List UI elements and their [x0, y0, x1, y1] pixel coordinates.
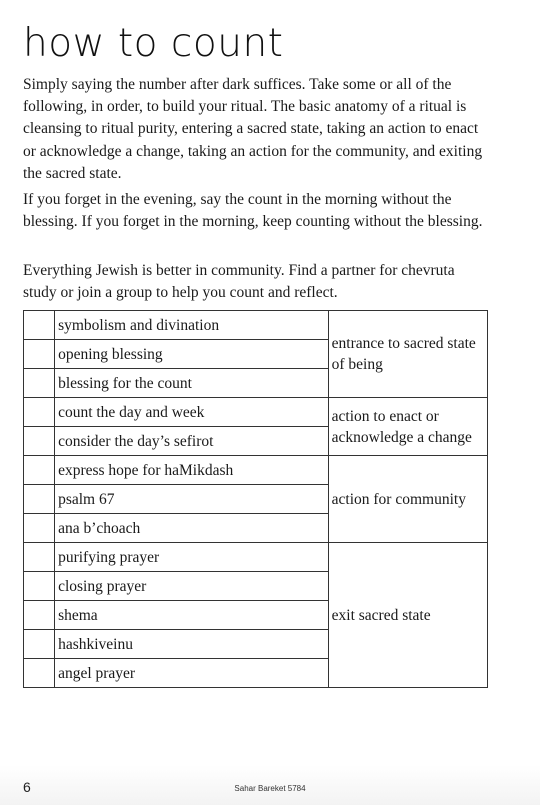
table-row	[24, 398, 488, 427]
step-cell: count the day and week	[55, 398, 329, 427]
step-number-cell	[24, 601, 55, 630]
forgetting-paragraph: If you forget in the evening, say the count in the morning without the blessing. If you forget in the morning, keep counting without the blessing.	[23, 191, 483, 231]
step-cell: consider the day’s sefirot	[55, 427, 329, 456]
phase-cell: entrance to sacred state of being	[328, 311, 487, 398]
step-number-cell	[24, 630, 55, 659]
phase-cell: action for community	[328, 456, 487, 543]
step-number-cell	[24, 485, 55, 514]
intro-paragraph: Simply saying the number after dark suffices. Take some or all of the following, in order, to build your ritual. The basic anatomy of a ritual is cleansing to ritual purity, entering a sacred state, taking an action to enact or acknowledge a change, taking an action for the community, and exiting the sacred state.	[23, 76, 483, 182]
step-number-cell	[24, 369, 55, 398]
page-number: 6	[23, 779, 31, 795]
table-row	[24, 311, 488, 340]
step-cell: purifying prayer	[55, 543, 329, 572]
step-cell: symbolism and divination	[55, 311, 329, 340]
phase-cell: exit sacred state	[328, 543, 487, 688]
step-number-cell	[24, 543, 55, 572]
table-row	[24, 543, 488, 572]
table-row	[24, 456, 488, 485]
step-number-cell	[24, 572, 55, 601]
step-number-cell	[24, 427, 55, 456]
ritual-steps-table	[23, 310, 488, 688]
step-number-cell	[24, 514, 55, 543]
step-number-cell	[24, 456, 55, 485]
step-number-cell	[24, 398, 55, 427]
step-number-cell	[24, 311, 55, 340]
step-cell: opening blessing	[55, 340, 329, 369]
step-cell: psalm 67	[55, 485, 329, 514]
step-number-cell	[24, 659, 55, 688]
step-cell: express hope for haMikdash	[55, 456, 329, 485]
step-cell: closing prayer	[55, 572, 329, 601]
page-title: how to count	[23, 21, 284, 66]
step-cell: shema	[55, 601, 329, 630]
step-cell: ana b’choach	[55, 514, 329, 543]
step-cell: hashkiveinu	[55, 630, 329, 659]
step-number-cell	[24, 340, 55, 369]
step-cell: angel prayer	[55, 659, 329, 688]
community-paragraph: Everything Jewish is better in community. Find a partner for chevruta study or join a group to help you count and reflect.	[23, 262, 455, 302]
step-cell: blessing for the count	[55, 369, 329, 398]
running-footer: Sahar Bareket 5784	[234, 784, 306, 793]
phase-cell: action to enact or acknowledge a change	[328, 398, 487, 456]
